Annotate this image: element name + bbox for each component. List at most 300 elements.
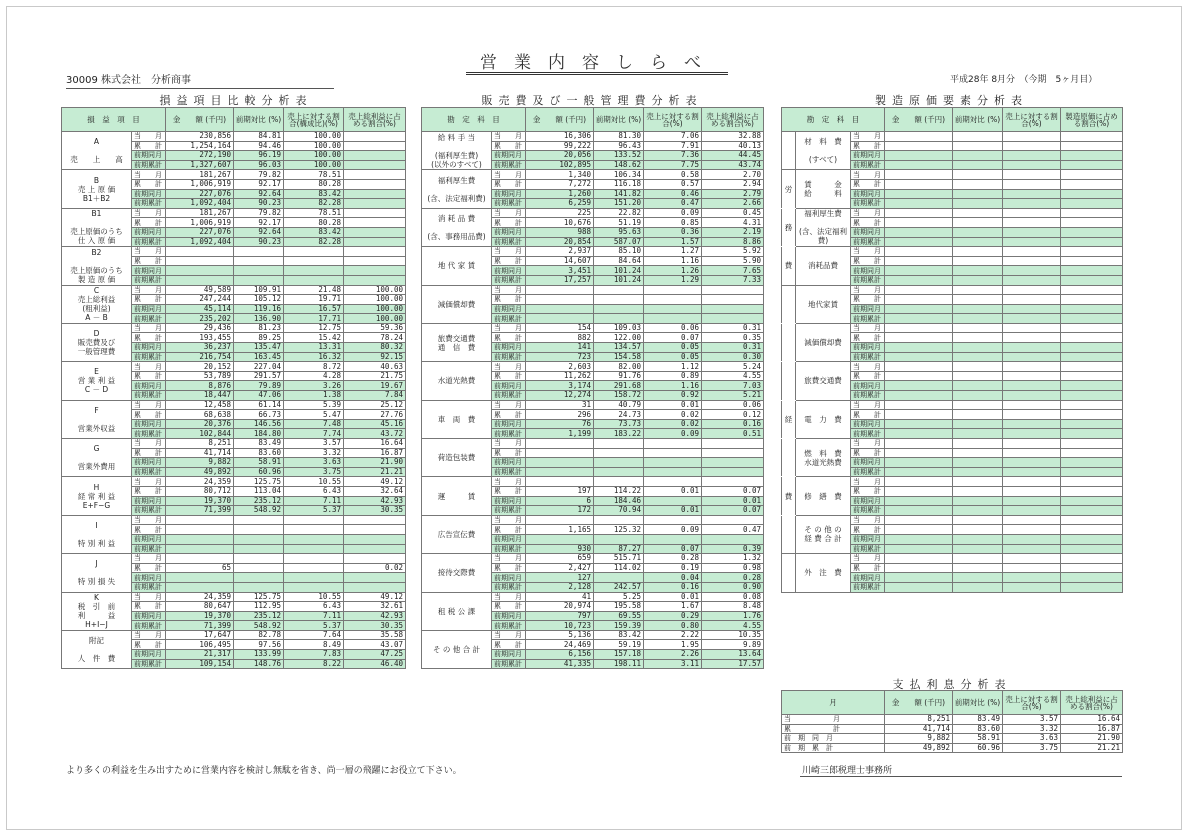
- value-cell: [1061, 515, 1123, 525]
- value-cell: 1.76: [702, 611, 764, 621]
- value-cell: 31: [526, 400, 594, 410]
- value-cell: [1061, 141, 1123, 151]
- value-cell: 45.16: [344, 419, 406, 429]
- period-label: 当 月: [132, 132, 166, 142]
- value-cell: [953, 496, 1003, 506]
- value-cell: 43.74: [702, 160, 764, 170]
- value-cell: 122.00: [594, 333, 644, 343]
- value-cell: 100.00: [284, 141, 344, 151]
- value-cell: 235,202: [166, 314, 234, 324]
- period-label: 前期累計: [132, 429, 166, 439]
- value-cell: 109.03: [594, 323, 644, 333]
- value-cell: 3,174: [526, 381, 594, 391]
- period-label: 累 計: [851, 218, 885, 228]
- value-cell: 172: [526, 506, 594, 516]
- value-cell: 1.16: [644, 256, 702, 266]
- period-label: 当 月: [132, 323, 166, 333]
- period-label: 当 月: [492, 439, 526, 449]
- value-cell: [1061, 525, 1123, 535]
- period-label: 前期累計: [851, 199, 885, 209]
- value-cell: 1.12: [644, 362, 702, 372]
- value-cell: [344, 218, 406, 228]
- value-cell: [1003, 218, 1061, 228]
- table-row: [782, 439, 1123, 449]
- period-label: 当 月: [851, 439, 885, 449]
- value-cell: 20,152: [166, 362, 234, 372]
- period-label: 当 月: [132, 439, 166, 449]
- value-cell: 0.16: [702, 419, 764, 429]
- value-cell: 7.91: [644, 141, 702, 151]
- value-cell: 2,128: [526, 582, 594, 592]
- table-row: [782, 743, 1123, 753]
- value-cell: 4.28: [284, 371, 344, 381]
- value-cell: [1061, 247, 1123, 257]
- value-cell: 42.93: [344, 496, 406, 506]
- value-cell: 3.57: [1003, 715, 1061, 725]
- value-cell: 2.19: [702, 227, 764, 237]
- period-label: 前期累計: [851, 275, 885, 285]
- value-cell: 82.28: [284, 237, 344, 247]
- value-cell: 2.79: [702, 189, 764, 199]
- value-cell: 2,937: [526, 247, 594, 257]
- value-cell: [885, 352, 953, 362]
- sga-item-label: 租 税 公 課: [422, 592, 492, 630]
- value-cell: 0.07: [644, 544, 702, 554]
- value-cell: [234, 266, 284, 276]
- value-cell: 12.75: [284, 323, 344, 333]
- value-cell: [953, 266, 1003, 276]
- value-cell: [885, 582, 953, 592]
- period-label: 累 計: [851, 486, 885, 496]
- value-cell: 7.33: [702, 275, 764, 285]
- period-label: 当 月: [132, 592, 166, 602]
- value-cell: [702, 467, 764, 477]
- period-label: 前期同月: [132, 343, 166, 353]
- period-label: 累 計: [492, 256, 526, 266]
- value-cell: [953, 208, 1003, 218]
- value-cell: [284, 582, 344, 592]
- table-row: [422, 592, 764, 602]
- value-cell: [953, 525, 1003, 535]
- pl-item-label: A 売 上 高: [62, 132, 132, 170]
- value-cell: 0.01: [644, 592, 702, 602]
- value-cell: [344, 573, 406, 583]
- value-cell: 158.72: [594, 391, 644, 401]
- period-label: 累 計: [492, 410, 526, 420]
- table-row: [62, 132, 406, 142]
- value-cell: 2,603: [526, 362, 594, 372]
- value-cell: 0.80: [644, 621, 702, 631]
- period-label: 前期同月: [132, 419, 166, 429]
- value-cell: 19.67: [344, 381, 406, 391]
- report-title: 営業内容しらべ: [480, 53, 718, 73]
- value-cell: [1061, 467, 1123, 477]
- period-label: 当 月: [492, 515, 526, 525]
- value-cell: [885, 410, 953, 420]
- value-cell: [953, 371, 1003, 381]
- mfg-item-label: 賃 金 給 料: [796, 170, 851, 208]
- period-label: 当 月: [851, 285, 885, 295]
- value-cell: [1061, 189, 1123, 199]
- value-cell: [1003, 400, 1061, 410]
- value-cell: [953, 132, 1003, 142]
- pl-item-label: G 営業外費用: [62, 439, 132, 477]
- period-label: 前期累計: [851, 429, 885, 439]
- value-cell: [953, 333, 1003, 343]
- value-cell: [953, 227, 1003, 237]
- table-row: [62, 400, 406, 410]
- value-cell: [953, 323, 1003, 333]
- value-cell: [885, 573, 953, 583]
- column-header: 売上に対する割合(%): [1003, 691, 1061, 715]
- value-cell: [953, 141, 1003, 151]
- period-label: 累 計: [851, 179, 885, 189]
- period-label: 前期同月: [132, 227, 166, 237]
- value-cell: [526, 439, 594, 449]
- value-cell: 66.73: [234, 410, 284, 420]
- table-row: [782, 515, 1123, 525]
- value-cell: 96.43: [594, 141, 644, 151]
- period-label: 当 月: [492, 247, 526, 257]
- value-cell: 79.89: [234, 381, 284, 391]
- value-cell: [885, 247, 953, 257]
- value-cell: 119.16: [234, 304, 284, 314]
- table-row: [422, 362, 764, 372]
- period-label: 当 月: [851, 554, 885, 564]
- value-cell: 136.90: [234, 314, 284, 324]
- value-cell: [1061, 506, 1123, 516]
- table-row: [62, 554, 406, 564]
- value-cell: 16.32: [284, 352, 344, 362]
- value-cell: [1061, 314, 1123, 324]
- value-cell: 9,882: [885, 734, 953, 744]
- value-cell: [1061, 410, 1123, 420]
- value-cell: [526, 304, 594, 314]
- table-row: [62, 592, 406, 602]
- period-label: 累 計: [132, 410, 166, 420]
- column-header: 売上に対する割合(%): [644, 108, 702, 132]
- period-label: 当 月: [132, 208, 166, 218]
- value-cell: [1003, 525, 1061, 535]
- period-label: 前期累計: [492, 237, 526, 247]
- value-cell: 0.29: [644, 611, 702, 621]
- period-label: 当 月: [851, 323, 885, 333]
- period-label: 累 計: [851, 256, 885, 266]
- value-cell: [1003, 323, 1061, 333]
- value-cell: 0.28: [702, 573, 764, 583]
- value-cell: 3.26: [284, 381, 344, 391]
- value-cell: 82.28: [284, 199, 344, 209]
- value-cell: 97.56: [234, 640, 284, 650]
- value-cell: 0.36: [644, 227, 702, 237]
- value-cell: 134.57: [594, 343, 644, 353]
- value-cell: 0.92: [644, 391, 702, 401]
- period-label: 前期同月: [492, 573, 526, 583]
- value-cell: 0.51: [702, 429, 764, 439]
- value-cell: 47.25: [344, 650, 406, 660]
- value-cell: [953, 256, 1003, 266]
- value-cell: [953, 534, 1003, 544]
- value-cell: [1061, 199, 1123, 209]
- table-row: [422, 554, 764, 564]
- value-cell: 235.12: [234, 496, 284, 506]
- value-cell: 27.76: [344, 410, 406, 420]
- value-cell: 7.48: [284, 419, 344, 429]
- period-label: 前期累計: [851, 467, 885, 477]
- value-cell: [1061, 458, 1123, 468]
- value-cell: 25.12: [344, 400, 406, 410]
- period-label: 当 月: [492, 170, 526, 180]
- side-label-cell: 務: [782, 208, 796, 246]
- value-cell: [1003, 333, 1061, 343]
- value-cell: [1003, 266, 1061, 276]
- value-cell: 41: [526, 592, 594, 602]
- value-cell: [344, 160, 406, 170]
- value-cell: 0.07: [702, 486, 764, 496]
- value-cell: [1061, 208, 1123, 218]
- value-cell: [594, 534, 644, 544]
- value-cell: [166, 525, 234, 535]
- value-cell: [1003, 275, 1061, 285]
- value-cell: [1061, 237, 1123, 247]
- value-cell: 0.90: [702, 582, 764, 592]
- value-cell: [644, 439, 702, 449]
- value-cell: [885, 563, 953, 573]
- firm-name: 川崎三郎税理士事務所: [800, 763, 1122, 777]
- value-cell: 0.57: [644, 179, 702, 189]
- profit-loss-table: [61, 107, 406, 669]
- value-cell: [1061, 563, 1123, 573]
- value-cell: 30.35: [344, 621, 406, 631]
- value-cell: 5.47: [284, 410, 344, 420]
- value-cell: [1003, 419, 1061, 429]
- value-cell: 7.74: [284, 429, 344, 439]
- value-cell: [344, 189, 406, 199]
- header-row: [782, 108, 1123, 132]
- value-cell: [166, 266, 234, 276]
- period-label: 累 計: [851, 448, 885, 458]
- value-cell: [1003, 247, 1061, 257]
- value-cell: 0.19: [644, 563, 702, 573]
- period-label: 前期同月: [851, 343, 885, 353]
- value-cell: 7.11: [284, 611, 344, 621]
- value-cell: 114.22: [594, 486, 644, 496]
- value-cell: [1061, 295, 1123, 305]
- value-cell: 227,076: [166, 189, 234, 199]
- value-cell: [644, 448, 702, 458]
- value-cell: [166, 275, 234, 285]
- value-cell: 0.47: [644, 199, 702, 209]
- value-cell: 0.04: [644, 573, 702, 583]
- value-cell: [953, 486, 1003, 496]
- value-cell: 59.19: [594, 640, 644, 650]
- value-cell: 4.55: [702, 621, 764, 631]
- period-label: 累 計: [132, 333, 166, 343]
- value-cell: 1,340: [526, 170, 594, 180]
- manufacturing-cost-table: [781, 107, 1123, 593]
- value-cell: 1.16: [644, 381, 702, 391]
- value-cell: [702, 534, 764, 544]
- period-label: 前期同月: [132, 611, 166, 621]
- value-cell: [284, 525, 344, 535]
- value-cell: 12,274: [526, 391, 594, 401]
- value-cell: 32.88: [702, 132, 764, 142]
- value-cell: [1061, 582, 1123, 592]
- table-row: [782, 132, 1123, 142]
- value-cell: 154.58: [594, 352, 644, 362]
- value-cell: [953, 179, 1003, 189]
- value-cell: [953, 563, 1003, 573]
- value-cell: [526, 534, 594, 544]
- period-label: 累 計: [492, 179, 526, 189]
- value-cell: [1003, 486, 1061, 496]
- table-row: [782, 400, 1123, 410]
- value-cell: 92.15: [344, 352, 406, 362]
- period-label: 当 月: [132, 554, 166, 564]
- value-cell: 24,359: [166, 477, 234, 487]
- value-cell: 51.19: [594, 218, 644, 228]
- value-cell: 2.94: [702, 179, 764, 189]
- column-header: 前期対比 (%): [234, 108, 284, 132]
- value-cell: 44.45: [702, 151, 764, 161]
- value-cell: [953, 362, 1003, 372]
- value-cell: [953, 554, 1003, 564]
- pl-item-label: I 特 別 利 益: [62, 515, 132, 553]
- value-cell: [1003, 410, 1061, 420]
- value-cell: 0.30: [702, 352, 764, 362]
- mfg-heading: 製造原価要素分析表: [875, 94, 1028, 107]
- header-row: [422, 108, 764, 132]
- value-cell: 235.12: [234, 611, 284, 621]
- period-label: 前期同月: [492, 227, 526, 237]
- value-cell: 0.09: [644, 208, 702, 218]
- column-header: 損 益 項 目: [62, 108, 166, 132]
- value-cell: 0.01: [644, 506, 702, 516]
- value-cell: 79.82: [234, 170, 284, 180]
- table-row: [422, 247, 764, 257]
- value-cell: 291.57: [234, 371, 284, 381]
- value-cell: [284, 247, 344, 257]
- value-cell: [1061, 496, 1123, 506]
- value-cell: 5.90: [702, 256, 764, 266]
- period-label: 当 月: [492, 554, 526, 564]
- mfg-item-label: 燃 料 費 水道光熱費: [796, 439, 851, 477]
- value-cell: 16.64: [1061, 715, 1123, 725]
- value-cell: 1.57: [644, 237, 702, 247]
- table-row: [782, 285, 1123, 295]
- value-cell: 0.98: [702, 563, 764, 573]
- sga-item-label: そ の 他 合 計: [422, 630, 492, 668]
- value-cell: 42.93: [344, 611, 406, 621]
- value-cell: 12,458: [166, 400, 234, 410]
- value-cell: [644, 496, 702, 506]
- value-cell: 92.64: [234, 227, 284, 237]
- value-cell: 83.42: [284, 189, 344, 199]
- value-cell: [1003, 256, 1061, 266]
- value-cell: 69.55: [594, 611, 644, 621]
- value-cell: [1003, 563, 1061, 573]
- sga-item-label: 水道光熱費: [422, 362, 492, 400]
- period-label: 前期累計: [492, 275, 526, 285]
- value-cell: [234, 563, 284, 573]
- value-cell: 0.31: [702, 323, 764, 333]
- table-row: [782, 554, 1123, 564]
- value-cell: [166, 256, 234, 266]
- value-cell: 109.91: [234, 285, 284, 295]
- period-label: 前期同月: [492, 534, 526, 544]
- value-cell: 80.28: [284, 179, 344, 189]
- period-label: 前期同月: [492, 304, 526, 314]
- value-cell: 92.17: [234, 218, 284, 228]
- sga-item-label: 車 両 費: [422, 400, 492, 438]
- value-cell: 19,370: [166, 496, 234, 506]
- value-cell: 20,854: [526, 237, 594, 247]
- period-label: 前期同月: [851, 496, 885, 506]
- value-cell: 102,895: [526, 160, 594, 170]
- period-label: 前期同月: [132, 458, 166, 468]
- value-cell: [526, 285, 594, 295]
- period-label: 当 月: [851, 515, 885, 525]
- value-cell: [953, 170, 1003, 180]
- period-label: 累 計: [132, 295, 166, 305]
- value-cell: [234, 534, 284, 544]
- value-cell: [1061, 179, 1123, 189]
- value-cell: 101.24: [594, 266, 644, 276]
- value-cell: 5.25: [594, 592, 644, 602]
- value-cell: [953, 160, 1003, 170]
- period-label: 累 計: [132, 525, 166, 535]
- value-cell: 3.32: [1003, 724, 1061, 734]
- value-cell: 0.09: [644, 429, 702, 439]
- value-cell: [1061, 285, 1123, 295]
- value-cell: [885, 467, 953, 477]
- value-cell: [953, 467, 1003, 477]
- mfg-item-label: 旅費交通費: [796, 362, 851, 400]
- period-label: 当 月: [851, 247, 885, 257]
- value-cell: [644, 515, 702, 525]
- value-cell: 797: [526, 611, 594, 621]
- value-cell: [284, 275, 344, 285]
- side-label-cell: 費: [782, 247, 796, 285]
- pl-item-label: B2 売上原価のうち 製 造 原 価: [62, 247, 132, 285]
- value-cell: 65: [166, 563, 234, 573]
- column-header: 金 額 (千円): [166, 108, 234, 132]
- period-label: 累 計: [132, 448, 166, 458]
- value-cell: [885, 525, 953, 535]
- column-header: 売上総利益に占める割合(%): [1061, 691, 1123, 715]
- value-cell: [953, 400, 1003, 410]
- period-label: 前期累計: [492, 659, 526, 669]
- value-cell: 8.86: [702, 237, 764, 247]
- value-cell: 5.24: [702, 362, 764, 372]
- value-cell: 40.13: [702, 141, 764, 151]
- value-cell: 5,136: [526, 630, 594, 640]
- period-label: 前期累計: [851, 237, 885, 247]
- period-label: 前期累計: [132, 544, 166, 554]
- value-cell: 49,892: [885, 743, 953, 753]
- period-label: 当 月: [492, 592, 526, 602]
- period-label: 当 月: [132, 515, 166, 525]
- value-cell: [234, 582, 284, 592]
- table-row: [422, 400, 764, 410]
- table-row: [422, 323, 764, 333]
- value-cell: 0.07: [702, 506, 764, 516]
- value-cell: 22.82: [594, 208, 644, 218]
- value-cell: 32.64: [344, 486, 406, 496]
- value-cell: 1,260: [526, 189, 594, 199]
- value-cell: [1003, 448, 1061, 458]
- value-cell: 1.32: [702, 554, 764, 564]
